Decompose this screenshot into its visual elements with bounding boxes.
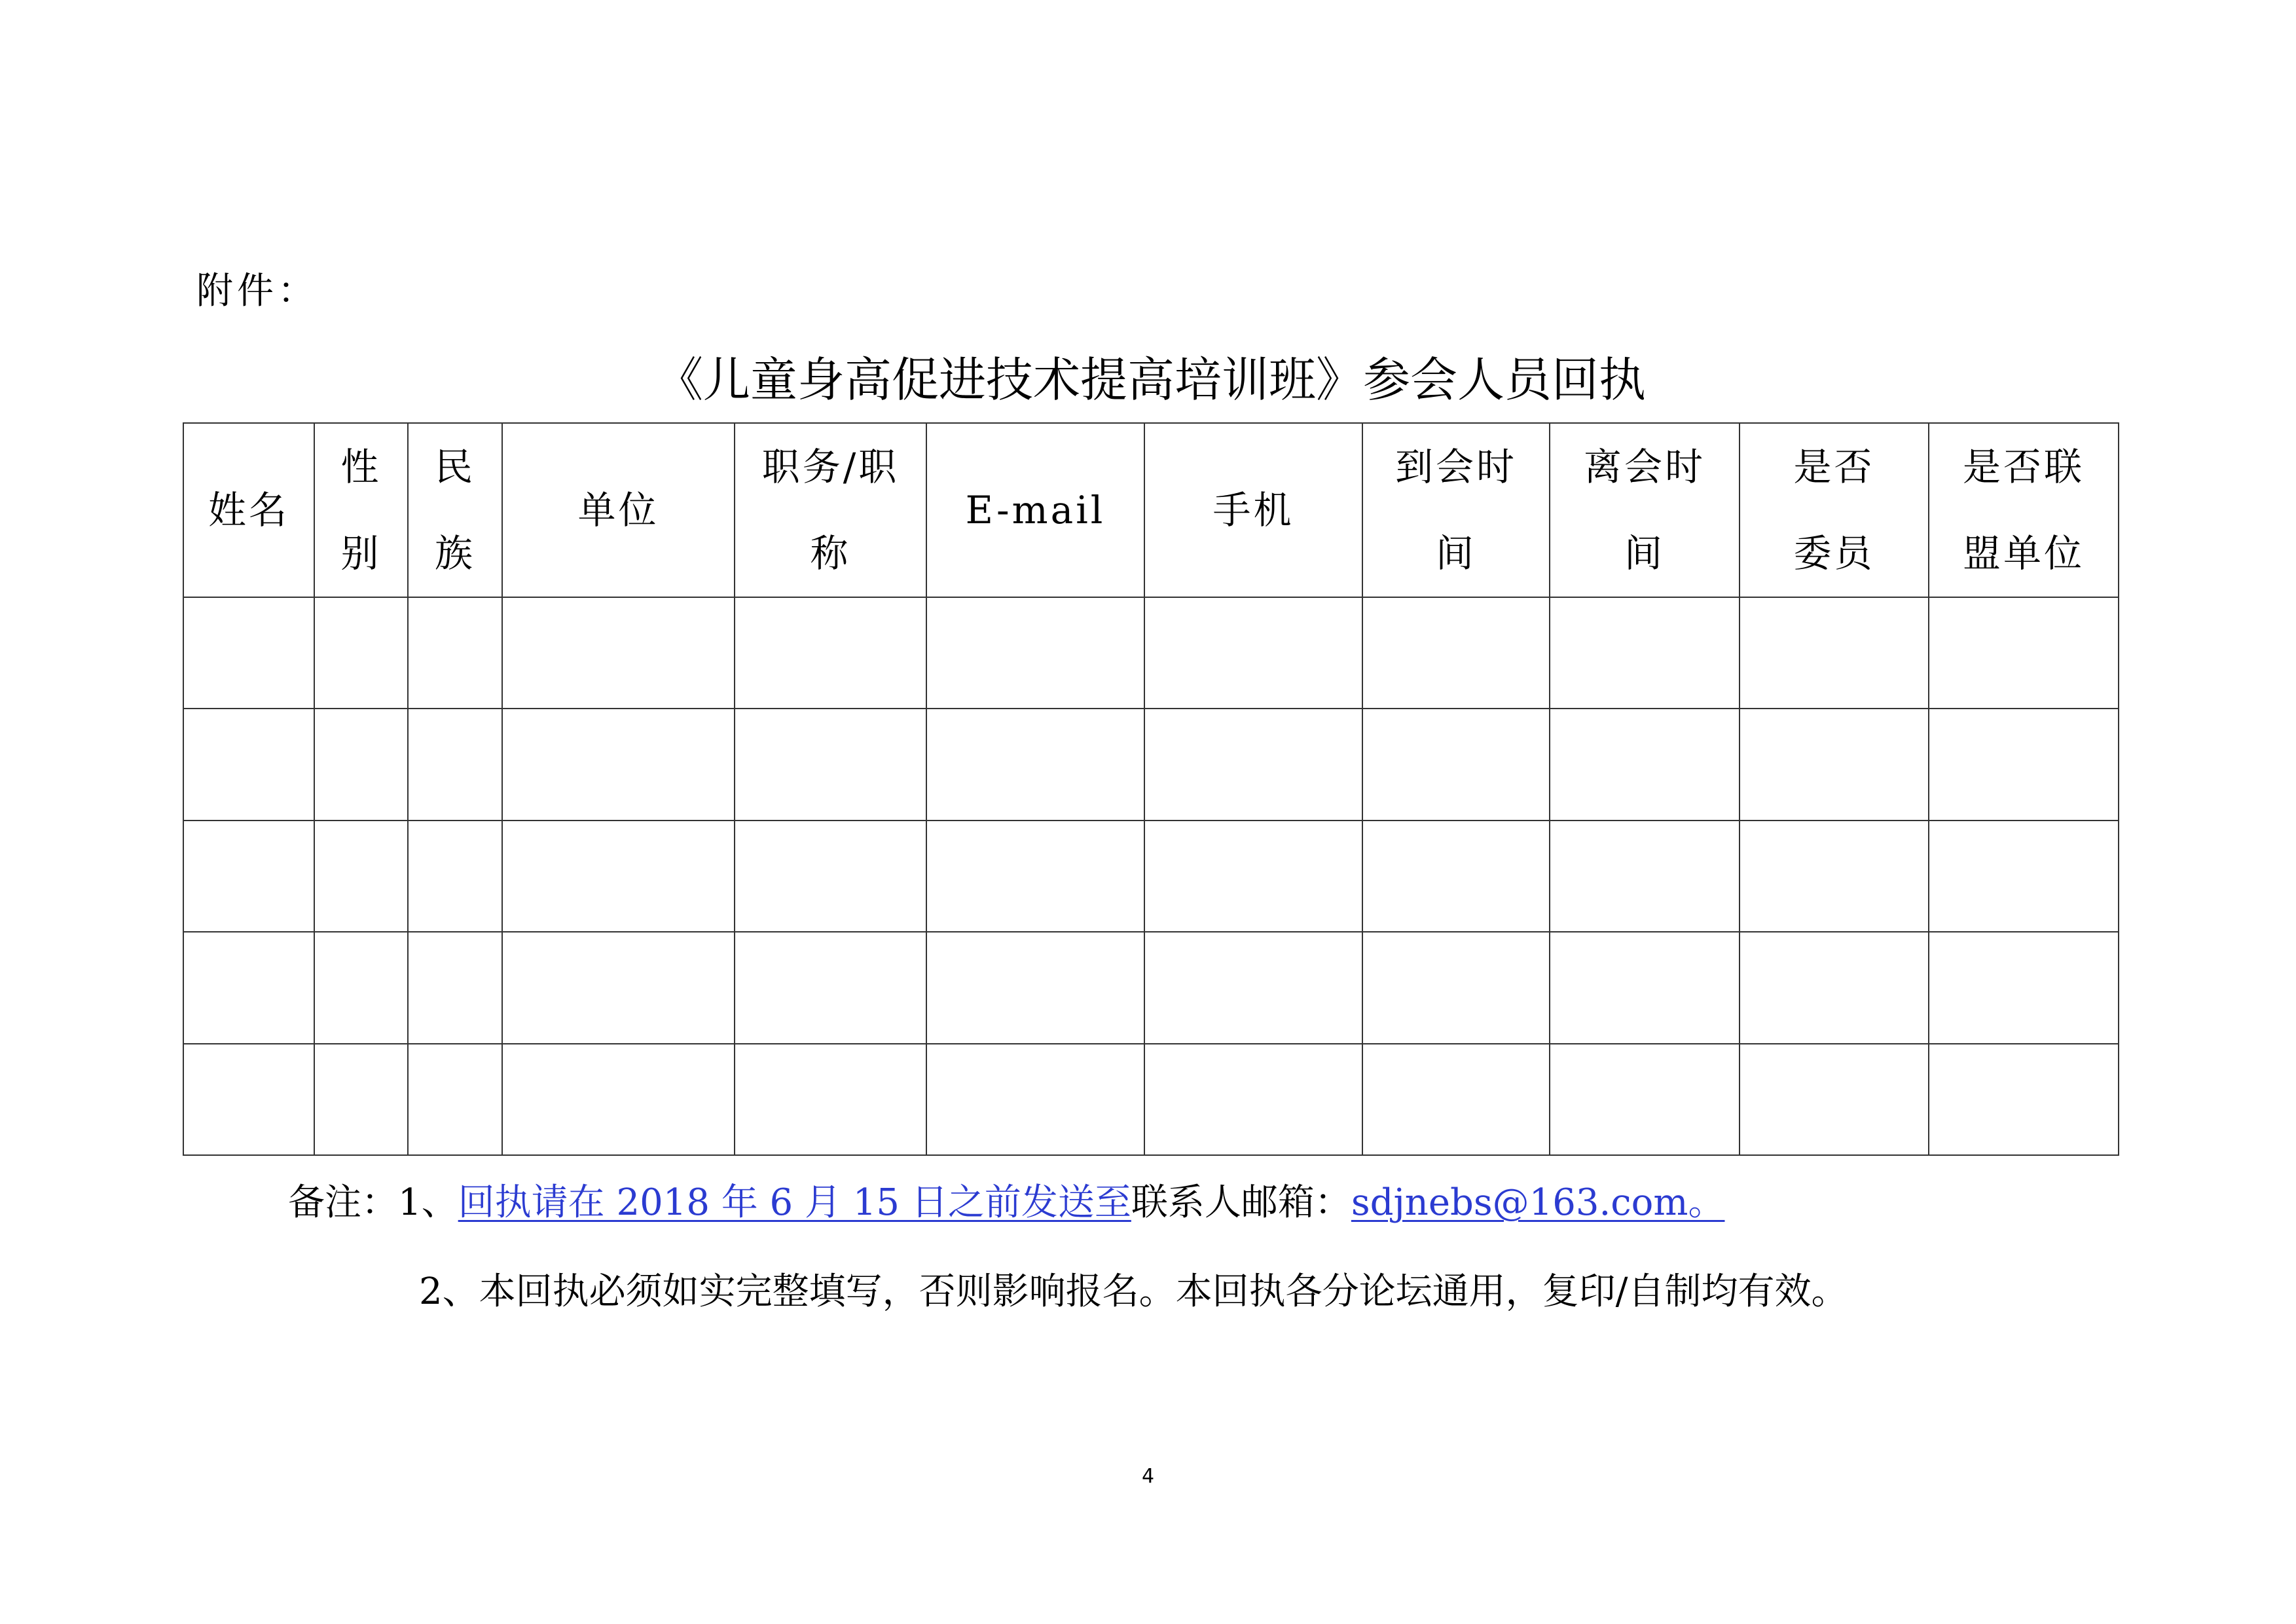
table-cell[interactable] <box>314 821 408 932</box>
contact-email-link[interactable]: sdjnebs@163.com。 <box>1351 1181 1725 1224</box>
table-cell[interactable] <box>502 709 735 820</box>
table-row <box>183 597 2119 709</box>
table-cell[interactable] <box>183 597 314 709</box>
table-cell[interactable] <box>1740 709 1929 820</box>
header-gender: 性 别 <box>314 423 408 597</box>
attachment-label: 附件： <box>196 270 318 312</box>
table-cell[interactable] <box>183 709 314 820</box>
table-cell[interactable] <box>314 932 408 1043</box>
table-cell[interactable] <box>926 821 1144 932</box>
table-cell[interactable] <box>502 821 735 932</box>
table-row <box>183 821 2119 932</box>
table-cell[interactable] <box>1740 1044 1929 1155</box>
table-cell[interactable] <box>408 932 502 1043</box>
header-departure-time: 离会时 间 <box>1550 423 1740 597</box>
table-cell[interactable] <box>1550 932 1740 1043</box>
header-organization: 单位 <box>502 423 735 597</box>
table-cell[interactable] <box>1144 709 1362 820</box>
table-cell[interactable] <box>408 597 502 709</box>
header-name: 姓名 <box>183 423 314 597</box>
table-cell[interactable] <box>502 932 735 1043</box>
table-row <box>183 1044 2119 1155</box>
table-cell[interactable] <box>1362 1044 1550 1155</box>
note-1-deadline-link[interactable]: 回执请在 2018 年 6 月 15 日之前发送至 <box>458 1181 1131 1224</box>
table-cell[interactable] <box>183 1044 314 1155</box>
table-row <box>183 709 2119 820</box>
document-title: 《儿童身高促进技术提高培训班》参会人员回执 <box>655 352 1646 407</box>
table-cell[interactable] <box>735 597 926 709</box>
table-header-row <box>183 423 2119 597</box>
table-cell[interactable] <box>1362 821 1550 932</box>
table-cell[interactable] <box>314 597 408 709</box>
table-cell[interactable] <box>1550 1044 1740 1155</box>
note-line-1 <box>288 1180 1724 1226</box>
registration-table <box>183 422 2119 1156</box>
page-number: 4 <box>1141 1465 1155 1488</box>
note-1-contact-label: 联系人邮箱： <box>1131 1181 1351 1224</box>
table-cell[interactable] <box>314 709 408 820</box>
table-cell[interactable] <box>1362 932 1550 1043</box>
header-arrival-time: 到会时 间 <box>1362 423 1550 597</box>
header-alliance-unit: 是否联 盟单位 <box>1929 423 2119 597</box>
table-cell[interactable] <box>1362 709 1550 820</box>
table-cell[interactable] <box>1144 932 1362 1043</box>
table-cell[interactable] <box>183 821 314 932</box>
table-cell[interactable] <box>408 709 502 820</box>
header-position-title: 职务/职 称 <box>735 423 926 597</box>
table-cell[interactable] <box>1929 821 2119 932</box>
table-cell[interactable] <box>735 821 926 932</box>
table-cell[interactable] <box>314 1044 408 1155</box>
table-cell[interactable] <box>1144 597 1362 709</box>
table-cell[interactable] <box>1144 821 1362 932</box>
table-cell[interactable] <box>735 932 926 1043</box>
header-committee-member: 是否 委员 <box>1740 423 1929 597</box>
table-cell[interactable] <box>1740 932 1929 1043</box>
table-cell[interactable] <box>1740 597 1929 709</box>
table-cell[interactable] <box>1550 597 1740 709</box>
table-cell[interactable] <box>1144 1044 1362 1155</box>
table-cell[interactable] <box>408 821 502 932</box>
table-body <box>183 597 2119 1155</box>
table-cell[interactable] <box>735 709 926 820</box>
table-cell[interactable] <box>1362 597 1550 709</box>
table-cell[interactable] <box>1740 821 1929 932</box>
table-cell[interactable] <box>926 932 1144 1043</box>
table-cell[interactable] <box>1929 597 2119 709</box>
table-cell[interactable] <box>502 1044 735 1155</box>
table-cell[interactable] <box>1550 709 1740 820</box>
note-1-prefix: 备注：1、 <box>288 1181 458 1224</box>
table-cell[interactable] <box>1550 821 1740 932</box>
header-ethnicity: 民 族 <box>408 423 502 597</box>
table-cell[interactable] <box>1929 932 2119 1043</box>
header-email: E-mail <box>926 423 1144 597</box>
table-cell[interactable] <box>408 1044 502 1155</box>
table-cell[interactable] <box>926 597 1144 709</box>
table-cell[interactable] <box>183 932 314 1043</box>
table-cell[interactable] <box>735 1044 926 1155</box>
table-cell[interactable] <box>926 709 1144 820</box>
table-cell[interactable] <box>1929 709 2119 820</box>
note-line-2: 2、本回执必须如实完整填写，否则影响报名。本回执各分论坛通用，复印/自制均有效。 <box>419 1270 1848 1313</box>
header-mobile: 手机 <box>1144 423 1362 597</box>
table-cell[interactable] <box>926 1044 1144 1155</box>
table-cell[interactable] <box>1929 1044 2119 1155</box>
table-row <box>183 932 2119 1043</box>
table-cell[interactable] <box>502 597 735 709</box>
